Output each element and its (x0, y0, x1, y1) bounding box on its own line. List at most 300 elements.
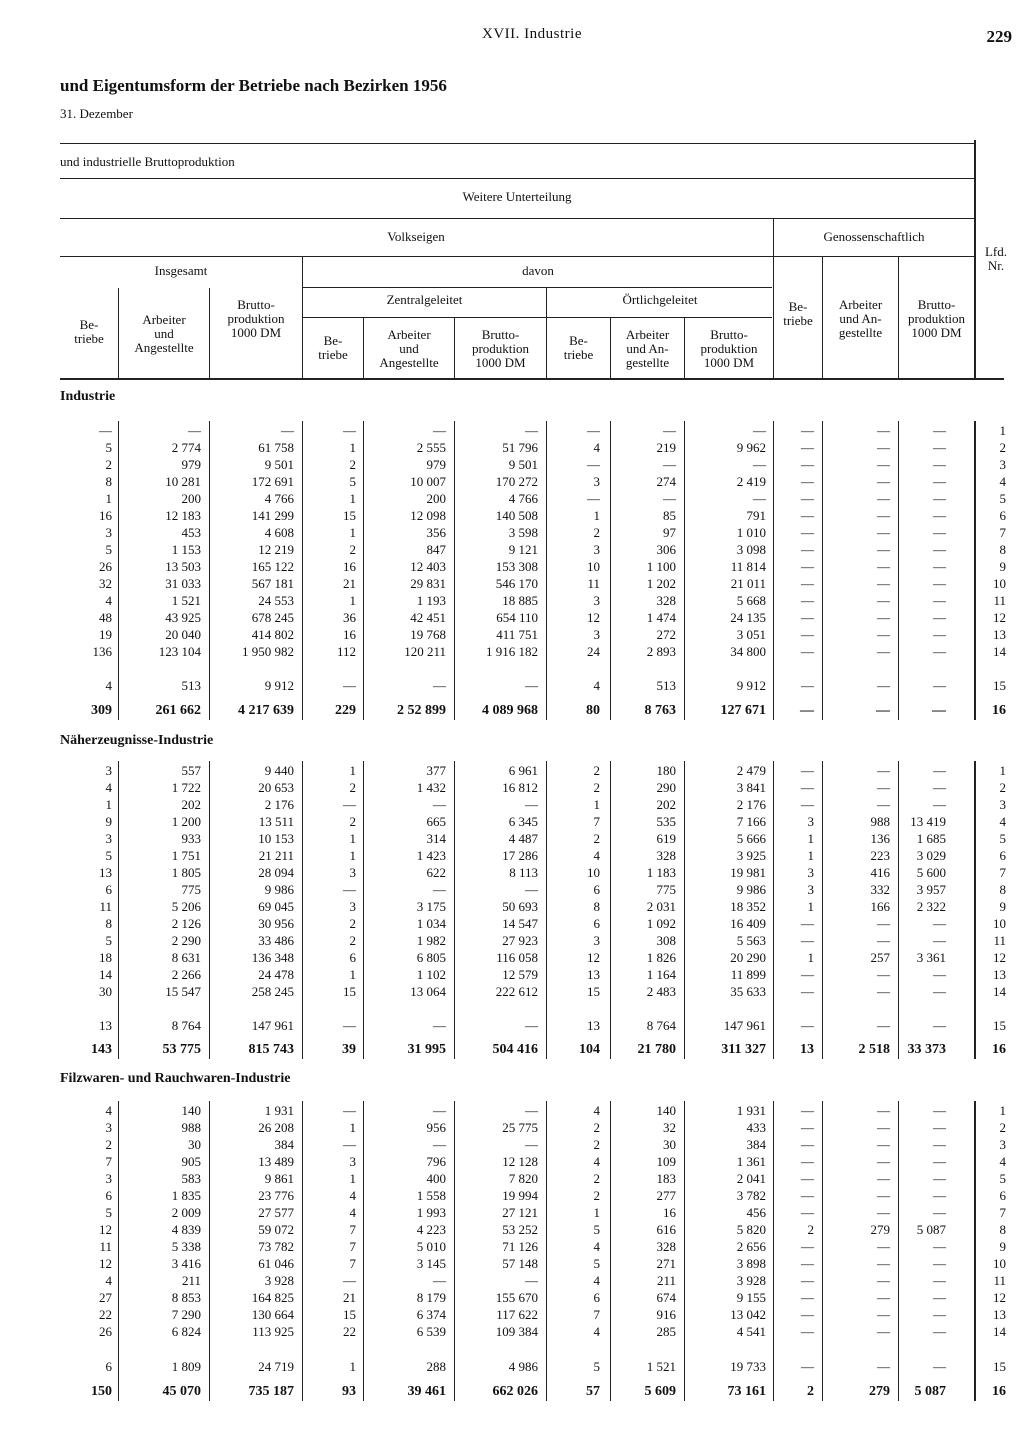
cell-zentral-arbeiter: 12 403 (410, 559, 446, 574)
cell-genoss-betriebe: — (801, 559, 814, 574)
cell-lfd-nr: 12 (993, 610, 1006, 625)
cell-genoss-betriebe: 1 (807, 848, 814, 863)
cell-genoss-betriebe: — (800, 703, 814, 718)
cell-genoss-betriebe: 13 (800, 1042, 814, 1057)
cell-oertlich-betriebe: 4 (593, 1154, 600, 1169)
cell-betriebe: 32 (99, 576, 112, 591)
cell-zentral-brutto: 546 170 (495, 576, 538, 591)
header-arbeiter: Arbeiter und Angestellte (134, 312, 194, 355)
cell-zentral-betriebe: 1 (349, 831, 356, 846)
cell-genoss-brutto: — (933, 525, 946, 540)
cell-arbeiter: 211 (181, 1273, 201, 1288)
cell-oertlich-brutto: — (753, 457, 766, 472)
cell-oertlich-betriebe: 2 (593, 1188, 600, 1203)
cell-genoss-brutto: — (933, 1154, 946, 1169)
cell-oertlich-arbeiter: 202 (656, 797, 676, 812)
cell-genoss-brutto: — (933, 1188, 946, 1203)
cell-genoss-arbeiter: — (877, 576, 890, 591)
cell-zentral-brutto: 12 579 (502, 967, 538, 982)
cell-arbeiter: 513 (181, 678, 201, 693)
cell-betriebe: 4 (105, 1103, 112, 1118)
cell-zentral-arbeiter: 1 993 (416, 1205, 446, 1220)
header-rule (60, 143, 974, 144)
cell-brutto: 24 478 (258, 967, 294, 982)
cell-oertlich-arbeiter: 16 (663, 1205, 676, 1220)
cell-genoss-arbeiter: 136 (870, 831, 890, 846)
cell-genoss-arbeiter: 223 (870, 848, 890, 863)
column-divider (773, 421, 774, 720)
cell-genoss-arbeiter: — (877, 1171, 890, 1186)
cell-lfd-nr: 11 (993, 933, 1006, 948)
header-rule (60, 256, 974, 257)
cell-brutto: 10 153 (258, 831, 294, 846)
cell-zentral-brutto: — (525, 1018, 538, 1033)
cell-zentral-arbeiter: 1 558 (416, 1188, 446, 1203)
cell-genoss-betriebe: — (801, 440, 814, 455)
cell-zentral-arbeiter: 8 179 (416, 1290, 446, 1305)
cell-genoss-brutto: — (933, 610, 946, 625)
column-divider (822, 421, 823, 720)
cell-betriebe: 2 (105, 1137, 112, 1152)
cell-genoss-arbeiter: — (877, 593, 890, 608)
cell-genoss-arbeiter: 2 518 (858, 1042, 890, 1057)
cell-zentral-arbeiter: 42 451 (410, 610, 446, 625)
cell-genoss-betriebe: — (801, 1307, 814, 1322)
cell-zentral-betriebe: 1 (349, 593, 356, 608)
cell-zentral-arbeiter: 356 (426, 525, 446, 540)
cell-genoss-betriebe: — (801, 1154, 814, 1169)
cell-oertlich-betriebe: 13 (587, 967, 600, 982)
column-divider (684, 1101, 685, 1401)
cell-genoss-arbeiter: — (877, 1273, 890, 1288)
cell-zentral-brutto: 6 961 (508, 763, 538, 778)
cell-genoss-betriebe: 1 (807, 899, 814, 914)
cell-lfd-nr: 16 (992, 1384, 1006, 1399)
cell-arbeiter: 3 416 (171, 1256, 201, 1271)
cell-genoss-brutto: — (933, 933, 946, 948)
cell-brutto: 9 501 (264, 457, 294, 472)
header-betriebe: Be- triebe (563, 333, 594, 362)
cell-oertlich-arbeiter: 272 (656, 627, 676, 642)
cell-genoss-arbeiter: — (877, 457, 890, 472)
cell-brutto: 21 211 (258, 848, 294, 863)
cell-brutto: 59 072 (258, 1222, 294, 1237)
cell-brutto: 9 986 (264, 882, 294, 897)
cell-betriebe: — (99, 423, 112, 438)
cell-arbeiter: 5 206 (171, 899, 201, 914)
column-divider (546, 1101, 547, 1401)
cell-betriebe: 4 (105, 780, 112, 795)
cell-lfd-nr: 1 (999, 1103, 1006, 1118)
cell-oertlich-arbeiter: — (663, 457, 676, 472)
cell-zentral-betriebe: 21 (343, 576, 356, 591)
cell-genoss-betriebe: 2 (807, 1384, 814, 1399)
cell-oertlich-betriebe: 5 (593, 1256, 600, 1271)
cell-oertlich-betriebe: 2 (593, 1137, 600, 1152)
cell-oertlich-betriebe: — (587, 423, 600, 438)
cell-arbeiter: 979 (181, 457, 201, 472)
cell-oertlich-brutto: 456 (746, 1205, 766, 1220)
cell-betriebe: 4 (105, 678, 112, 693)
cell-arbeiter: 988 (181, 1120, 201, 1135)
cell-zentral-brutto: 662 026 (492, 1384, 538, 1399)
cell-zentral-betriebe: — (343, 1018, 356, 1033)
cell-zentral-arbeiter: 796 (426, 1154, 446, 1169)
cell-brutto: 26 208 (258, 1120, 294, 1135)
header-rule (302, 287, 772, 288)
cell-oertlich-brutto: 1 931 (736, 1103, 766, 1118)
cell-zentral-brutto: 9 121 (508, 542, 538, 557)
cell-arbeiter: 2 126 (171, 916, 201, 931)
cell-zentral-betriebe: 15 (343, 1307, 356, 1322)
cell-arbeiter: 7 290 (171, 1307, 201, 1322)
cell-zentral-arbeiter: 665 (426, 814, 446, 829)
cell-zentral-betriebe: — (343, 1103, 356, 1118)
cell-genoss-arbeiter: — (877, 678, 890, 693)
cell-zentral-brutto: 7 820 (508, 1171, 538, 1186)
cell-genoss-arbeiter: — (877, 508, 890, 523)
cell-betriebe: 9 (105, 814, 112, 829)
cell-oertlich-brutto: 2 656 (736, 1239, 766, 1254)
cell-oertlich-brutto: 34 800 (730, 644, 766, 659)
cell-genoss-brutto: — (933, 1256, 946, 1271)
cell-genoss-brutto: — (933, 1359, 946, 1374)
cell-genoss-brutto: 33 373 (907, 1042, 946, 1057)
cell-lfd-nr: 5 (999, 491, 1006, 506)
cell-oertlich-arbeiter: 308 (656, 933, 676, 948)
cell-genoss-brutto: — (933, 1307, 946, 1322)
cell-arbeiter: 6 824 (171, 1324, 201, 1339)
cell-oertlich-brutto: 19 981 (730, 865, 766, 880)
cell-betriebe: 13 (99, 865, 112, 880)
column-divider (302, 421, 303, 720)
cell-oertlich-arbeiter: 2 031 (646, 899, 676, 914)
cell-arbeiter: 905 (181, 1154, 201, 1169)
cell-lfd-nr: 7 (999, 525, 1006, 540)
cell-genoss-arbeiter: — (877, 967, 890, 982)
cell-arbeiter: 2 774 (171, 440, 201, 455)
cell-oertlich-betriebe: 4 (593, 440, 600, 455)
cell-genoss-brutto: 5 600 (916, 865, 946, 880)
cell-lfd-nr: 5 (999, 1171, 1006, 1186)
cell-oertlich-betriebe: 6 (593, 916, 600, 931)
cell-genoss-betriebe: — (801, 1256, 814, 1271)
cell-zentral-arbeiter: 13 064 (410, 984, 446, 999)
cell-genoss-brutto: 5 087 (916, 1222, 946, 1237)
cell-oertlich-betriebe: 10 (587, 559, 600, 574)
cell-zentral-brutto: 57 148 (502, 1256, 538, 1271)
cell-oertlich-arbeiter: 1 826 (646, 950, 676, 965)
cell-genoss-betriebe: — (801, 916, 814, 931)
cell-genoss-betriebe: — (801, 1188, 814, 1203)
cell-genoss-brutto: — (933, 916, 946, 931)
cell-arbeiter: 13 503 (165, 559, 201, 574)
cell-lfd-nr: 8 (999, 1222, 1006, 1237)
cell-zentral-brutto: 504 416 (492, 1042, 538, 1057)
header-zentralgeleitet: Zentralgeleitet (386, 292, 463, 307)
cell-zentral-arbeiter: — (433, 1018, 446, 1033)
cell-genoss-brutto: — (933, 1205, 946, 1220)
cell-betriebe: 136 (92, 644, 112, 659)
cell-oertlich-brutto: 1 010 (736, 525, 766, 540)
cell-arbeiter: 8 631 (171, 950, 201, 965)
column-divider (209, 1101, 210, 1401)
cell-genoss-brutto: — (933, 1018, 946, 1033)
cell-oertlich-betriebe: 24 (587, 644, 600, 659)
cell-oertlich-betriebe: 6 (593, 1290, 600, 1305)
cell-zentral-brutto: — (525, 423, 538, 438)
header-insgesamt: Insgesamt (154, 263, 208, 278)
cell-oertlich-brutto: 9 986 (736, 882, 766, 897)
cell-zentral-arbeiter: — (433, 423, 446, 438)
cell-genoss-arbeiter: — (877, 1103, 890, 1118)
cell-genoss-brutto: — (933, 797, 946, 812)
cell-oertlich-betriebe: 104 (579, 1042, 600, 1057)
cell-zentral-arbeiter: — (433, 1137, 446, 1152)
cell-genoss-arbeiter: — (876, 703, 890, 718)
cell-zentral-betriebe: 16 (343, 627, 356, 642)
cell-lfd-nr: 4 (999, 814, 1006, 829)
header-volkseigen: Volkseigen (387, 229, 445, 244)
cell-oertlich-brutto: 3 841 (736, 780, 766, 795)
cell-arbeiter: 1 835 (171, 1188, 201, 1203)
cell-genoss-betriebe: — (801, 542, 814, 557)
column-divider (610, 421, 611, 720)
cell-oertlich-betriebe: 15 (587, 984, 600, 999)
column-divider (773, 1101, 774, 1401)
cell-oertlich-arbeiter: 85 (663, 508, 676, 523)
cell-betriebe: 18 (99, 950, 112, 965)
cell-brutto: 20 653 (258, 780, 294, 795)
cell-lfd-nr: 10 (993, 1256, 1006, 1271)
cell-oertlich-brutto: — (753, 491, 766, 506)
cell-betriebe: 1 (105, 491, 112, 506)
cell-zentral-betriebe: 3 (349, 865, 356, 880)
cell-zentral-brutto: 9 501 (508, 457, 538, 472)
cell-arbeiter: 123 104 (158, 644, 201, 659)
cell-brutto: 61 758 (258, 440, 294, 455)
cell-zentral-brutto: 4 986 (508, 1359, 538, 1374)
cell-oertlich-betriebe: 4 (593, 1273, 600, 1288)
cell-lfd-nr: 13 (993, 967, 1006, 982)
cell-arbeiter: 30 (188, 1137, 201, 1152)
header-genossenschaftlich: Genossenschaftlich (823, 229, 925, 244)
cell-oertlich-brutto: 9 962 (736, 440, 766, 455)
cell-zentral-betriebe: 2 (349, 780, 356, 795)
cell-zentral-arbeiter: 19 768 (410, 627, 446, 642)
cell-genoss-arbeiter: — (877, 474, 890, 489)
page-number: 229 (986, 27, 1012, 46)
cell-zentral-arbeiter: 2 52 899 (397, 703, 446, 718)
cell-brutto: 9 912 (264, 678, 294, 693)
cell-zentral-arbeiter: 979 (426, 457, 446, 472)
cell-genoss-brutto: 3 361 (916, 950, 946, 965)
cell-genoss-arbeiter: — (877, 1120, 890, 1135)
header-davon: davon (522, 263, 554, 278)
cell-zentral-arbeiter: — (433, 882, 446, 897)
cell-brutto: 73 782 (258, 1239, 294, 1254)
cell-oertlich-arbeiter: 513 (656, 678, 676, 693)
column-divider (822, 761, 823, 1059)
cell-genoss-brutto: 3 029 (916, 848, 946, 863)
cell-oertlich-brutto: 4 541 (736, 1324, 766, 1339)
header-bruttoproduktion: Brutto- produktion 1000 DM (471, 327, 530, 370)
cell-oertlich-betriebe: 12 (587, 950, 600, 965)
cell-oertlich-arbeiter: 1 474 (646, 610, 676, 625)
cell-zentral-betriebe: 1 (349, 1359, 356, 1374)
cell-oertlich-arbeiter: 21 780 (637, 1042, 676, 1057)
cell-zentral-brutto: — (525, 882, 538, 897)
cell-zentral-brutto: 654 110 (496, 610, 538, 625)
column-divider (118, 761, 119, 1059)
cell-oertlich-betriebe: 3 (593, 593, 600, 608)
cell-genoss-betriebe: — (801, 525, 814, 540)
cell-genoss-betriebe: — (801, 797, 814, 812)
cell-oertlich-arbeiter: 2 893 (646, 644, 676, 659)
cell-oertlich-betriebe: 2 (593, 763, 600, 778)
cell-brutto: 141 299 (251, 508, 294, 523)
cell-genoss-brutto: — (932, 703, 946, 718)
cell-lfd-nr: 8 (999, 542, 1006, 557)
cell-oertlich-arbeiter: 306 (656, 542, 676, 557)
cell-betriebe: 5 (105, 848, 112, 863)
cell-genoss-arbeiter: — (877, 763, 890, 778)
cell-arbeiter: 202 (181, 797, 201, 812)
cell-genoss-brutto: 2 322 (916, 899, 946, 914)
cell-oertlich-brutto: 9 155 (736, 1290, 766, 1305)
cell-oertlich-betriebe: 4 (593, 1324, 600, 1339)
cell-lfd-nr: 5 (999, 831, 1006, 846)
column-divider (822, 1101, 823, 1401)
cell-brutto: 9 861 (264, 1171, 294, 1186)
cell-zentral-arbeiter: 6 539 (416, 1324, 446, 1339)
cell-genoss-betriebe: 3 (807, 882, 814, 897)
cell-lfd-nr: 1 (999, 763, 1006, 778)
cell-oertlich-arbeiter: 271 (656, 1256, 676, 1271)
cell-oertlich-betriebe: 7 (593, 1307, 600, 1322)
cell-genoss-arbeiter: 279 (870, 1222, 890, 1237)
column-divider (898, 421, 899, 720)
cell-arbeiter: 31 033 (165, 576, 201, 591)
cell-oertlich-arbeiter: 535 (656, 814, 676, 829)
cell-zentral-brutto: 170 272 (495, 474, 538, 489)
cell-brutto: 13 489 (258, 1154, 294, 1169)
cell-zentral-arbeiter: 5 010 (416, 1239, 446, 1254)
cell-zentral-brutto: 8 113 (509, 865, 538, 880)
cell-zentral-arbeiter: 314 (426, 831, 446, 846)
cell-genoss-betriebe: — (801, 1137, 814, 1152)
cell-genoss-betriebe: 3 (807, 814, 814, 829)
cell-oertlich-betriebe: 2 (593, 1120, 600, 1135)
cell-oertlich-brutto: 19 733 (730, 1359, 766, 1374)
cell-genoss-brutto: — (933, 1290, 946, 1305)
column-divider (118, 421, 119, 720)
cell-zentral-arbeiter: 1 102 (416, 967, 446, 982)
cell-genoss-brutto: — (933, 1171, 946, 1186)
cell-oertlich-betriebe: — (587, 491, 600, 506)
cell-oertlich-arbeiter: 1 100 (646, 559, 676, 574)
cell-oertlich-brutto: 11 899 (730, 967, 766, 982)
cell-oertlich-arbeiter: 775 (656, 882, 676, 897)
cell-zentral-arbeiter: 847 (426, 542, 446, 557)
cell-zentral-arbeiter: 120 211 (404, 644, 446, 659)
column-divider (363, 421, 364, 720)
cell-oertlich-brutto: — (753, 423, 766, 438)
cell-lfd-nr: 12 (993, 1290, 1006, 1305)
column-divider (454, 761, 455, 1059)
cell-zentral-betriebe: 7 (349, 1256, 356, 1271)
cell-oertlich-brutto: 18 352 (730, 899, 766, 914)
cell-zentral-betriebe: 2 (349, 457, 356, 472)
cell-oertlich-brutto: 21 011 (730, 576, 766, 591)
cell-lfd-nr: 14 (993, 644, 1006, 659)
cell-brutto: 113 925 (252, 1324, 294, 1339)
cell-zentral-arbeiter: 1 982 (416, 933, 446, 948)
cell-arbeiter: 20 040 (165, 627, 201, 642)
cell-zentral-betriebe: 2 (349, 933, 356, 948)
cell-genoss-betriebe: — (801, 491, 814, 506)
cell-brutto: 258 245 (251, 984, 294, 999)
cell-lfd-nr: 3 (999, 457, 1006, 472)
cell-oertlich-brutto: 2 419 (736, 474, 766, 489)
header-rule (302, 317, 772, 318)
page-subtitle: 31. Dezember (60, 106, 133, 121)
cell-arbeiter: 1 521 (171, 593, 201, 608)
cell-oertlich-betriebe: 57 (586, 1384, 600, 1399)
cell-lfd-nr: 1 (999, 423, 1006, 438)
cell-brutto: 24 553 (258, 593, 294, 608)
cell-oertlich-betriebe: 4 (593, 1103, 600, 1118)
cell-lfd-nr: 7 (999, 865, 1006, 880)
cell-genoss-brutto: — (933, 984, 946, 999)
cell-oertlich-betriebe: 8 (593, 899, 600, 914)
cell-genoss-arbeiter: — (877, 1290, 890, 1305)
cell-genoss-brutto: 5 087 (914, 1384, 946, 1399)
cell-betriebe: 4 (105, 1273, 112, 1288)
cell-oertlich-brutto: 2 479 (736, 763, 766, 778)
cell-genoss-betriebe: — (801, 763, 814, 778)
cell-zentral-brutto: 3 598 (508, 525, 538, 540)
cell-betriebe: 11 (99, 899, 112, 914)
cell-lfd-nr: 6 (999, 848, 1006, 863)
cell-brutto: 164 825 (251, 1290, 294, 1305)
cell-genoss-betriebe: — (801, 593, 814, 608)
cell-oertlich-arbeiter: 2 483 (646, 984, 676, 999)
cell-oertlich-betriebe: 5 (593, 1222, 600, 1237)
cell-genoss-betriebe: — (801, 933, 814, 948)
cell-zentral-arbeiter: 200 (426, 491, 446, 506)
cell-zentral-betriebe: 5 (349, 474, 356, 489)
cell-genoss-brutto: — (933, 678, 946, 693)
cell-genoss-betriebe: — (801, 610, 814, 625)
cell-oertlich-brutto: 147 961 (723, 1018, 766, 1033)
cell-oertlich-betriebe: 1 (593, 1205, 600, 1220)
cell-betriebe: 14 (99, 967, 112, 982)
cell-genoss-brutto: — (933, 1324, 946, 1339)
running-head: XVII. Industrie (482, 26, 582, 42)
cell-genoss-brutto: 3 957 (916, 882, 946, 897)
cell-betriebe: 4 (105, 593, 112, 608)
cell-zentral-brutto: 4 089 968 (482, 703, 538, 718)
cell-zentral-brutto: 140 508 (495, 508, 538, 523)
cell-oertlich-brutto: 5 563 (736, 933, 766, 948)
cell-genoss-brutto: — (933, 457, 946, 472)
cell-brutto: 24 719 (258, 1359, 294, 1374)
column-divider (118, 1101, 119, 1401)
cell-oertlich-betriebe: 2 (593, 1171, 600, 1186)
cell-zentral-betriebe: — (343, 882, 356, 897)
cell-zentral-arbeiter: 622 (426, 865, 446, 880)
